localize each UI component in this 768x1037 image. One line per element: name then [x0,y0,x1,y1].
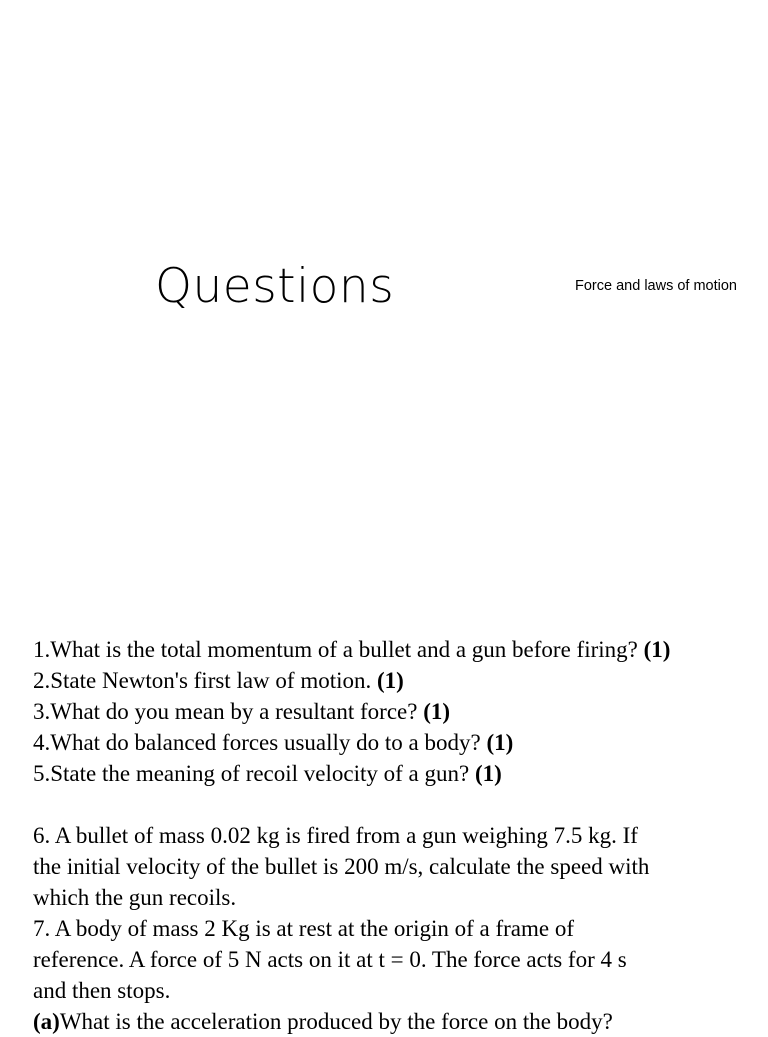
question-list [33,634,743,1037]
question-4: 4.What do balanced forces usually do to a body? (1) [33,730,514,755]
marks-label: (1) [643,637,671,662]
question-3: 3.What do you mean by a resultant force? (1) [33,699,451,724]
marks-label: (1) [486,730,514,755]
spacer [33,789,743,820]
question-1: 1.What is the total momentum of a bullet and a gun before firing? (1) [33,637,671,662]
page-subtitle: Force and laws of motion [575,278,737,294]
question-2: 2.State Newton's first law of motion. (1) [33,668,404,693]
question-6-line-1: 6. A bullet of mass 0.02 kg is fired from a gun weighing 7.5 kg. If [33,823,638,848]
part-label: (a) [33,1009,60,1034]
question-7-line-2: reference. A force of 5 N acts on it at t = 0. The force acts for 4 s [33,947,627,972]
question-5: 5.State the meaning of recoil velocity of a gun? (1) [33,761,502,786]
marks-label: (1) [474,761,502,786]
question-7a: (a)What is the acceleration produced by the force on the body? [33,1009,613,1034]
page-title: Questions [155,259,395,314]
marks-label: (1) [377,668,404,693]
question-6-line-3: which the gun recoils. [33,885,237,910]
marks-label: (1) [423,699,451,724]
question-7-line-1: 7. A body of mass 2 Kg is at rest at the origin of a frame of [33,916,575,941]
question-7-line-3: and then stops. [33,978,171,1003]
question-6-line-2: the initial velocity of the bullet is 200 m/s, calculate the speed with [33,854,650,879]
